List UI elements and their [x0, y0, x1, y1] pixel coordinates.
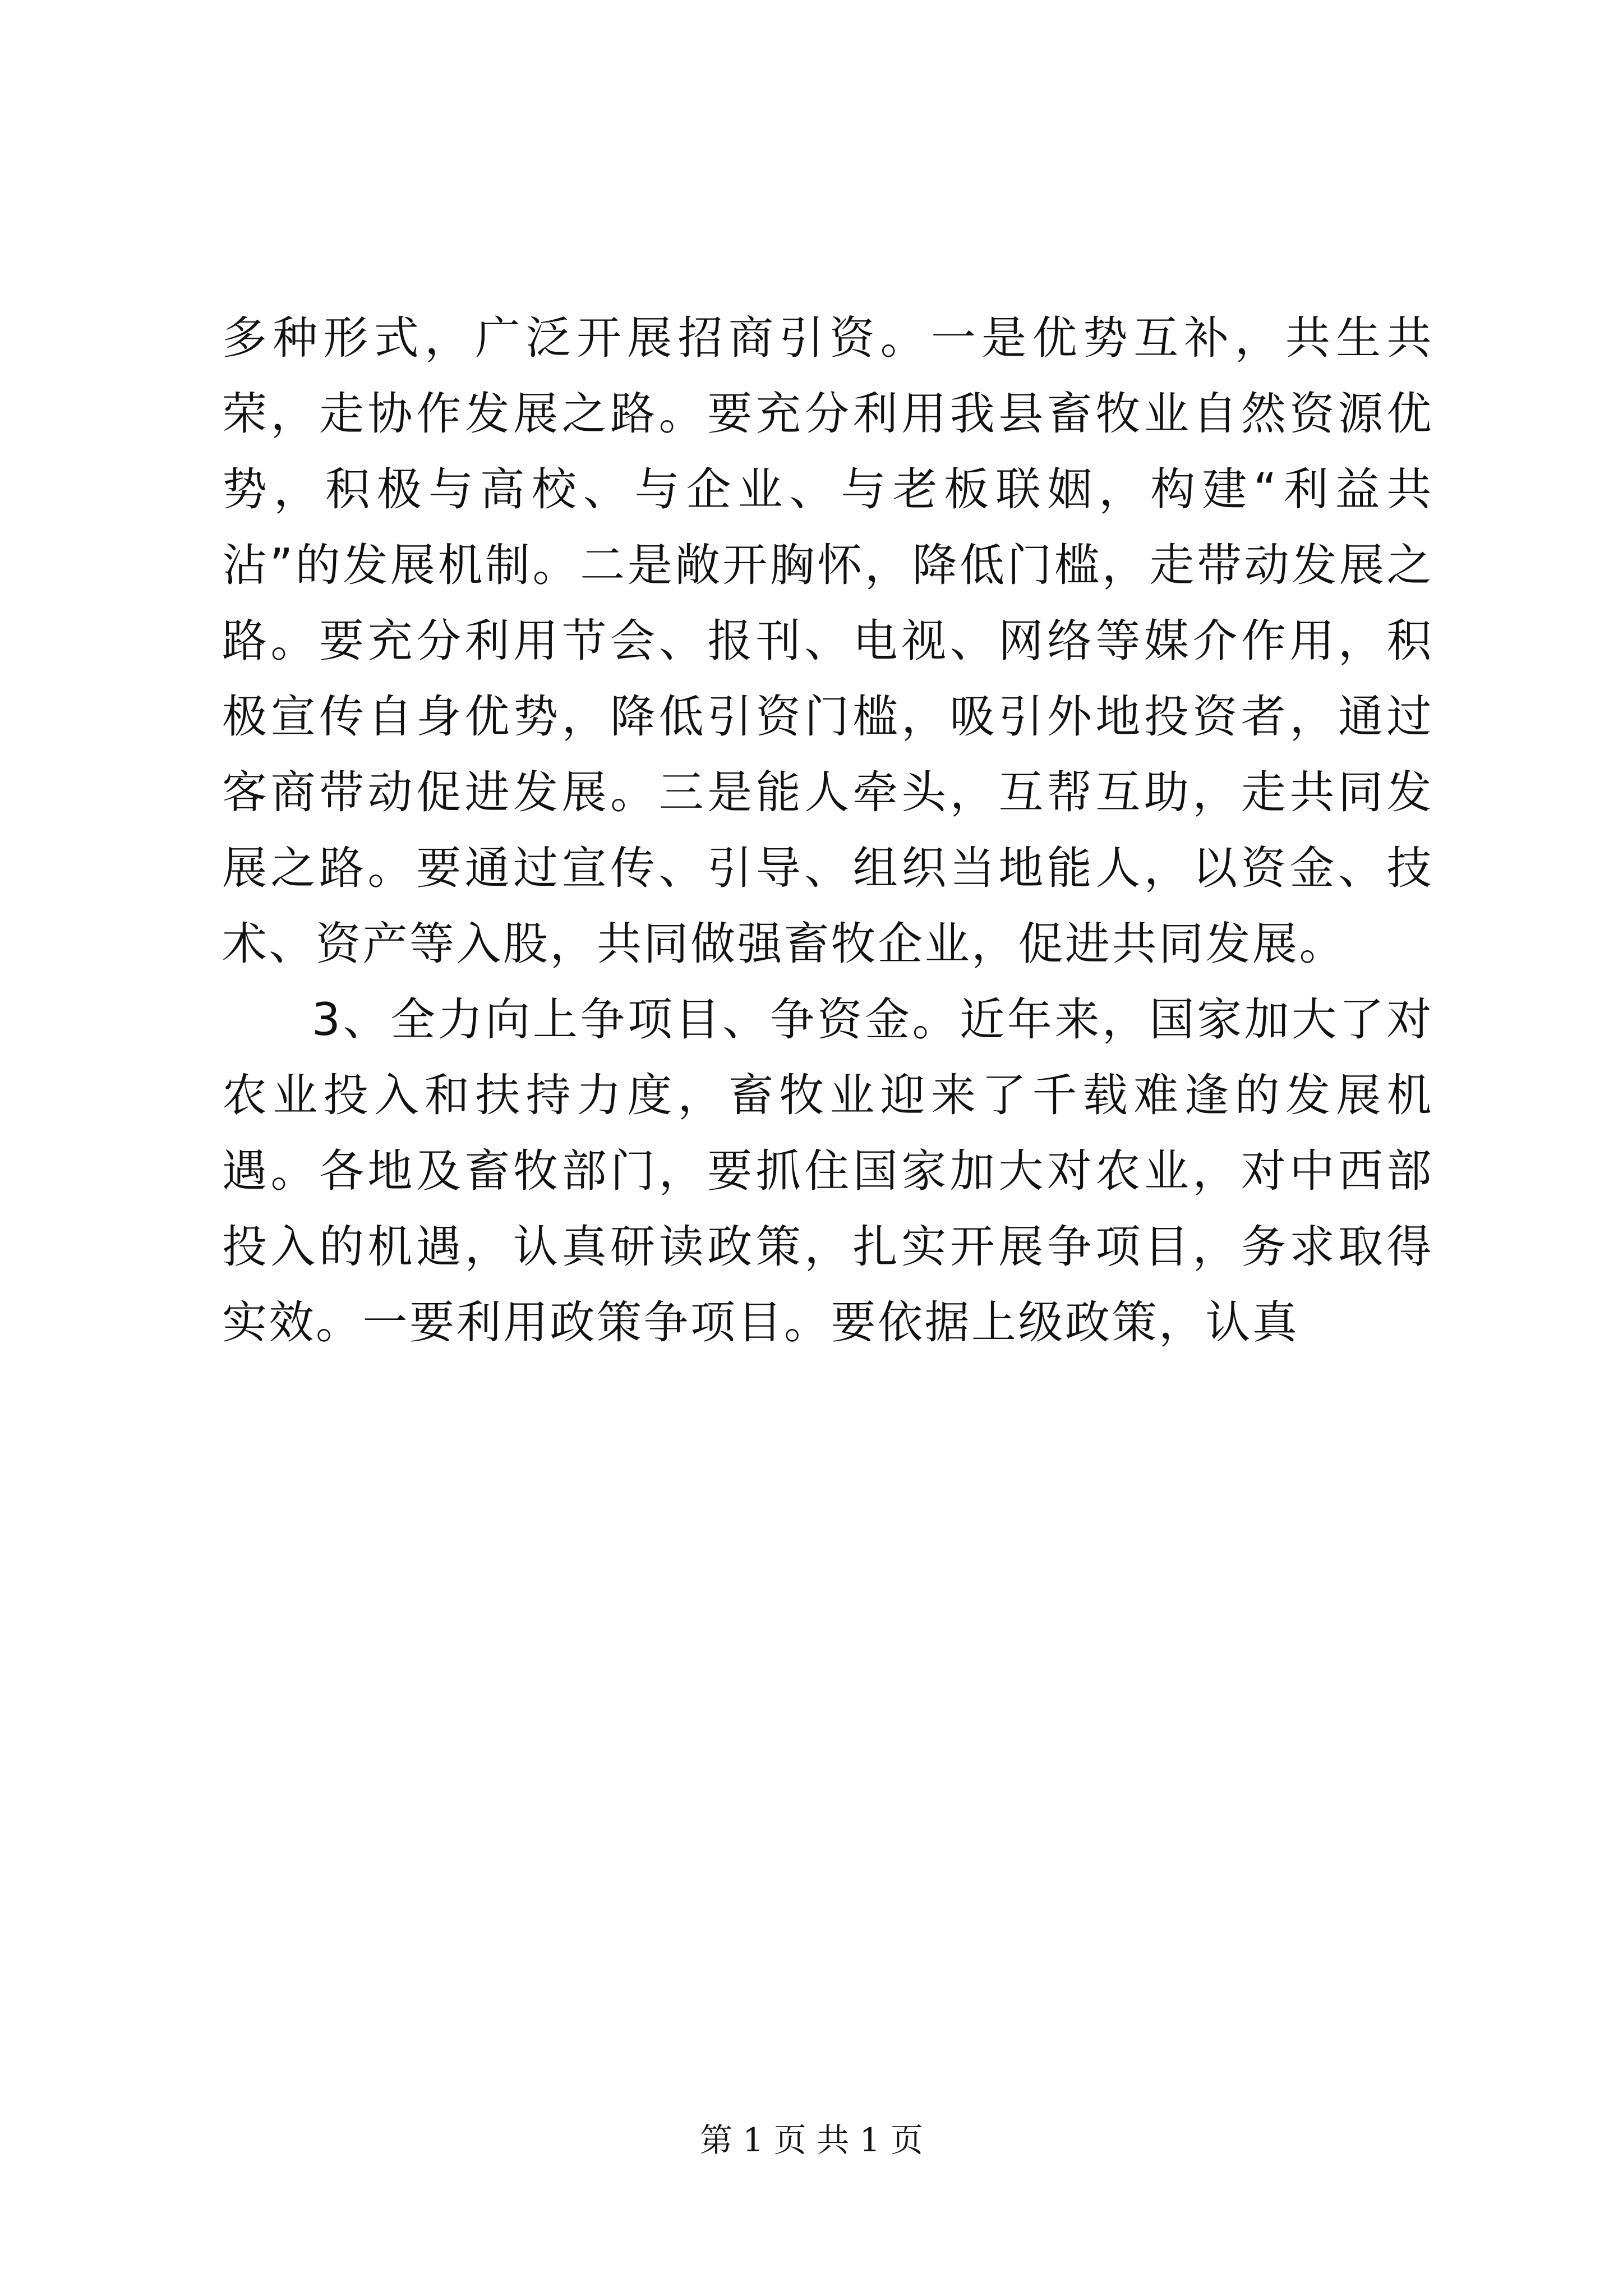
document-body — [222, 300, 1433, 1360]
paragraph-2: 3、全力向上争项目、争资金。近年来，国家加大了对农业投入和扶持力度，畜牧业迎来了千载难逢的发展机遇。各地及畜牧部门，要抓住国家加大对农业，对中西部投入的机遇，认真研读政策，扎实开展争项目，务求取得实效。一要利用政策争项目。要依据上级政策，认真 — [222, 993, 1433, 1349]
page-footer: 第 1 页 共 1 页 — [700, 2121, 923, 2159]
paragraph-1: 多种形式，广泛开展招商引资。一是优势互补，共生共荣，走协作发展之路。要充分利用我县畜牧业自然资源优势，积极与高校、与企业、与老板联姻，构建“利益共沾”的发展机制。二是敞开胸怀，降低门槛，走带动发展之路。要充分利用节会、报刊、电视、网络等媒介作用，积极宣传自身优势，降低引资门槛，吸引外地投资者，通过客商带动促进发展。三是能人牵头，互帮互助，走共同发展之路。要通过宣传、引导、组织当地能人，以资金、技术、资产等入股，共同做强畜牧企业，促进共同发展。 — [222, 312, 1433, 970]
